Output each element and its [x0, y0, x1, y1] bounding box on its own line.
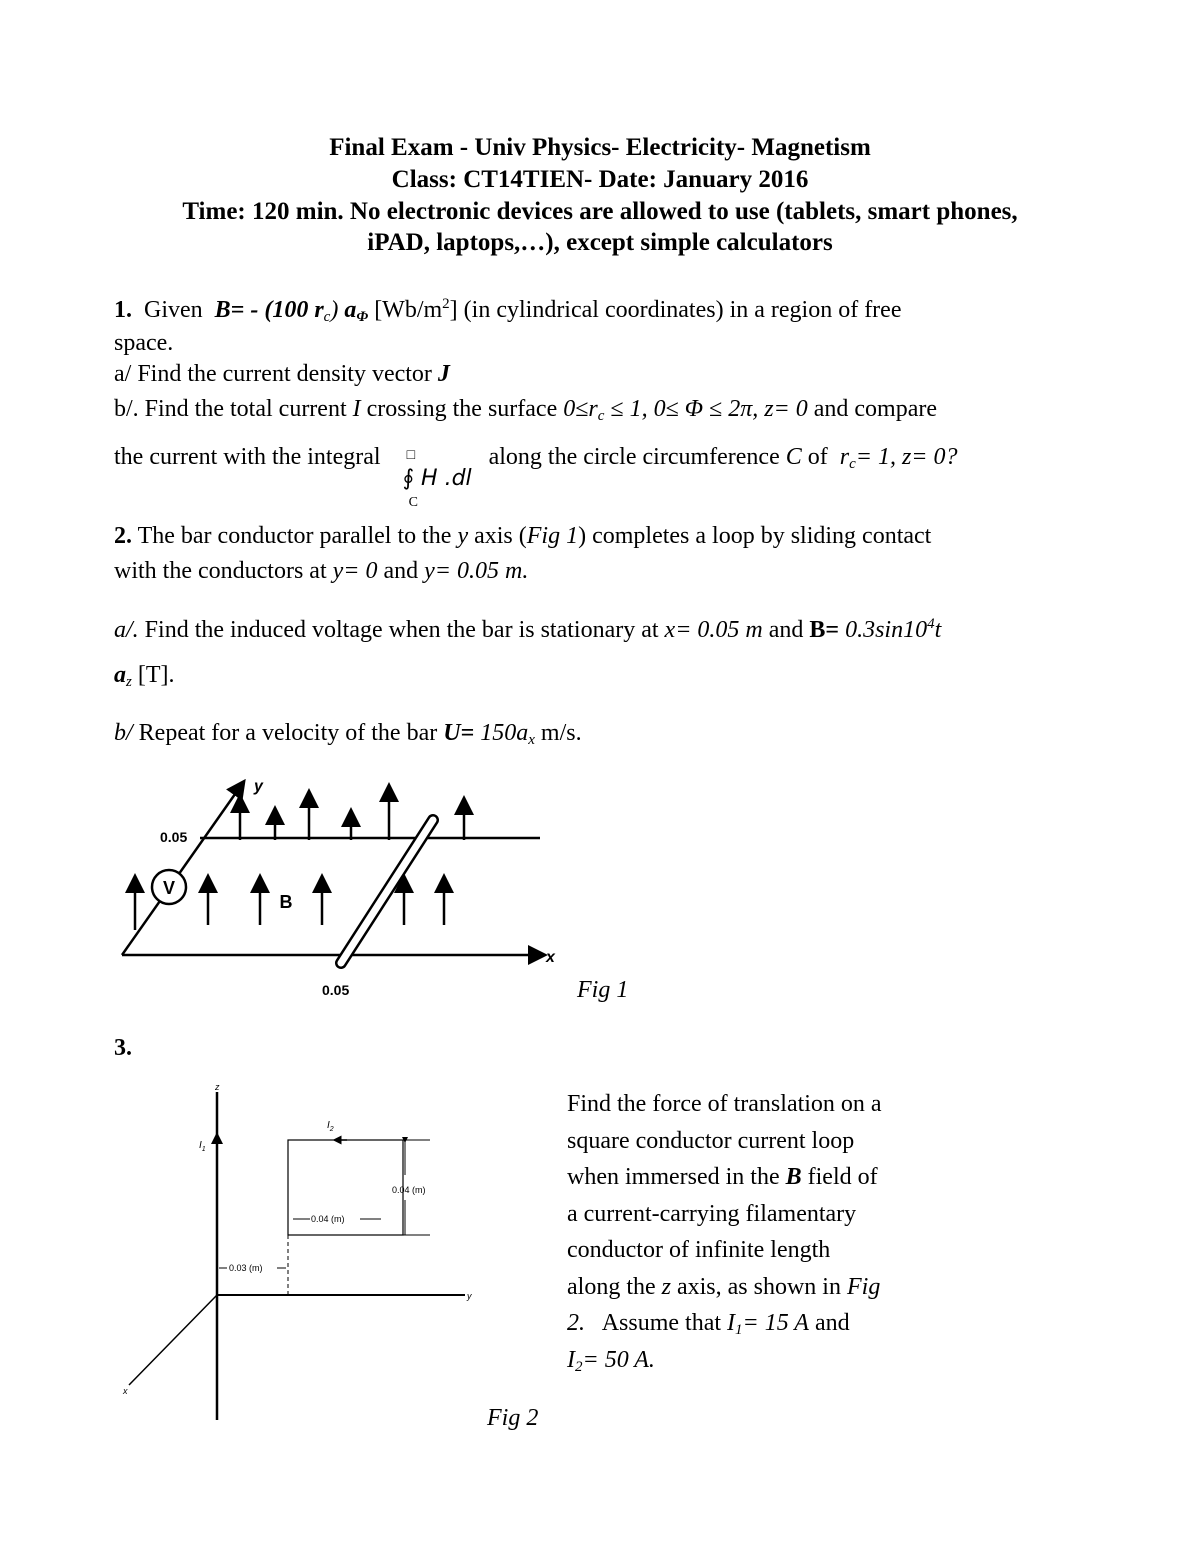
q3-text: Find the force of translation on a square conductor current loop when immersed in the B field of a current-carrying filamentary conductor of infinite length along the z axis, as shown in Fig 2. Assume that $I_1= 15$ A and $I_2= 50$ A.	[567, 1091, 882, 1375]
fig2-x-label: x	[123, 1386, 128, 1396]
time-rules-1: Time: 120 min. No electronic devices are allowed to use (tablets, smart phones,	[182, 198, 1018, 225]
q1-units: [Wb/m	[374, 297, 443, 323]
figure-2	[115, 1080, 495, 1425]
q2-number: 2.	[114, 523, 132, 549]
fig1-dim-x: 0.05	[322, 982, 350, 998]
sliding-bar	[341, 820, 433, 963]
q2-line1: 2. The bar conductor parallel to the y axis (Fig 1) completes a loop by sliding contact	[114, 523, 932, 549]
field-label: B	[279, 892, 293, 912]
q1-number: 1.	[114, 297, 132, 323]
q1-given: Given	[144, 297, 203, 323]
q1-part-c: the current with the integral □ ∮ H .dl C along the circle circumference C of $r_c= 1$, z= 0?	[114, 444, 958, 510]
q3-number: 3.	[114, 1035, 132, 1061]
fig1-dim-y: 0.05	[160, 829, 188, 845]
y-axis-line	[122, 787, 240, 955]
voltmeter-label: V	[162, 878, 176, 898]
fig2-dim-width: 0.04 (m)	[311, 1214, 345, 1224]
fig1-x-label: x	[546, 949, 555, 966]
fig1-caption: Fig 1	[577, 977, 629, 1003]
figure-1	[110, 765, 580, 1005]
fig2-I1-label: $I_1$	[199, 1140, 206, 1153]
q1-tail: ] (in cylindrical coordinates) in a region of free	[449, 297, 902, 323]
fig2-I2-label: $I_2$	[327, 1120, 334, 1133]
q1-cont: space.	[114, 330, 174, 356]
time-rules-2: iPAD, laptops,…), except simple calculators	[367, 229, 833, 256]
fig2-caption: Fig 2	[487, 1405, 539, 1431]
fig2-dim-offset: 0.03 (m)	[229, 1263, 263, 1273]
fig2-y-label: y	[467, 1291, 472, 1301]
q2-part-a-cont: $a_z$ [T].	[114, 662, 175, 690]
fig1-y-label: y	[254, 778, 263, 795]
q1-b-expr: B= - (100 r	[214, 297, 324, 323]
q2-part-b: b/ Repeat for a velocity of the bar $U= 150a_x$ m/s.	[114, 720, 582, 748]
x-axis-line	[129, 1295, 217, 1385]
q1-part-b: b/. Find the total current I crossing the surface $0\le r_c \le 1$, 0≤ Φ ≤ 2π, z= 0 and compare	[114, 396, 938, 424]
q2-part-a: a/. Find the induced voltage when the bar is stationary at x= 0.05 m and $B= 0.3\sin 10^4t$	[114, 616, 942, 643]
q1-line1: 1. Given B= - (100 $r_c$) $a_\Phi$ $[Wb/m^2]$ (in cylindrical coordinates) in a region of free	[114, 296, 902, 325]
class-date: Class: CT14TIEN- Date: January 2016	[391, 166, 809, 193]
exam-title: Final Exam - Univ Physics- Electricity- Magnetism	[329, 134, 871, 161]
fig2-z-label: z	[215, 1082, 220, 1092]
fig2-dim-height: 0.04 (m)	[392, 1185, 426, 1195]
q1-part-a: a/ Find the current density vector J	[114, 361, 450, 387]
q2-line2: with the conductors at y= 0 and y= 0.05 m.	[114, 558, 529, 584]
square-loop	[288, 1140, 403, 1235]
